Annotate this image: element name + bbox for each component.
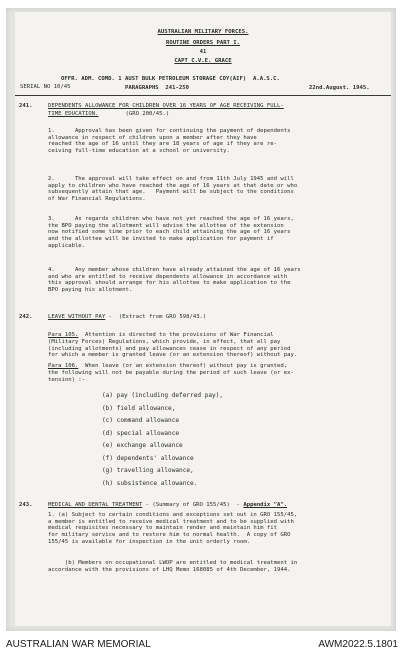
para-242-title: LEAVE WITHOUT PAY - (Extract from GRO 598/43.) (48, 314, 207, 320)
header-number: 41 (199, 49, 207, 55)
list-item: (g) travelling allowance, (102, 467, 194, 474)
list-item: (h) subsistence allowance. (102, 479, 198, 487)
list-item: (c) command allowance (102, 417, 180, 424)
routine-orders-page (15, 12, 391, 626)
list-item: (e) exchange allowance (102, 442, 183, 449)
para-241-section-4: 4. Any member whose children have already attained the age of 16 years and who are entitled to receive dependents allowance in accordance with this approval should arrange for his allottee to make application to the BPO paying his allotment. (48, 267, 301, 294)
para-106-body: the following will not be payable during the period of such leave (or ex- tension) :- (48, 370, 294, 383)
serial-number: SERIAL NO 10/45 (20, 84, 71, 90)
footer-accession-number: AWM2022.5.1801 (318, 639, 398, 650)
para-243-section-b: (b) Members on occupational LWOP are entitled to medical treatment in accordance with the provisions of LHQ Memo 168085 of 4th December, 1944. (48, 560, 298, 573)
unit-line: OFFR. ADM. COMD. 1 AUST BULK PETROLEUM STORAGE COY(AIF) A.A.S.C. (61, 76, 280, 82)
document-sheet (6, 8, 396, 631)
para-242-number: 242. (19, 314, 33, 320)
para-105-body: (Military Forces) Regulations, which provide, in effect, that all pay (including allotments) and pay allowances cease in respect of any period for which a member is granted leave (or an extension thereof) without pay. (48, 339, 298, 359)
para-241-section-2: 2. The approval will take effect on and from 11th July 1945 and will apply to children who have reached the age of 16 years at that date or who subsequently attain that age. Payment will be subject to the conditions of War Financial Regulations. (48, 176, 298, 203)
list-item: (d) special allowance (102, 429, 180, 437)
footer-institution: AUSTRALIAN WAR MEMORIAL (6, 639, 151, 650)
order-date: 22nd.August. 1945. (309, 85, 370, 91)
para-241-section-1: 1. Approval has been given for continuing the payment of dependents allowance in respect of children upon a member after they have reached the age of 16 until they are 18 years of age if they are re- ceiving full-time education at a school or university. (48, 128, 291, 155)
list-item: (a) pay (including deferred pay), (102, 392, 224, 399)
para-241-title-1: DEPENDENTS ALLOWANCE FOR CHILDREN OVER 16 YEARS OF AGE RECEIVING FULL- (48, 103, 284, 109)
para-105-first-line: Para 105. Attention is directed to the provisions of War Financial (48, 332, 274, 338)
para-106-first-line: Para 106. When leave (or an extension thereof) without pay is granted, (48, 363, 288, 369)
header-signatory: CAPT C.V.E. GRACE (174, 58, 232, 64)
header-subtitle: ROUTINE ORDERS PART I. (165, 40, 241, 46)
para-243-title: MEDICAL AND DENTAL TREATMENT - (Summary of GRO 155/45) - Appendix "A". (48, 502, 288, 508)
list-item: (b) field allowance, (102, 404, 176, 412)
header-title: AUSTRALIAN MILITARY FORCES. (157, 29, 249, 35)
list-item: (f) dependents' allowance (102, 454, 194, 462)
para-243-section-a: 1. (a) Subject to certain conditions and exceptions set out in GRO 155/45, a member is entitled to receive medical treatment and to be supplied with medical requisites necessary to maintain render and maintain him fit for military service and to restore him to normal health. A copy of GRO 155/45 is available for inspection in the unit orderly room. (48, 512, 298, 545)
footer-bar (0, 636, 404, 653)
allowance-list (102, 392, 223, 492)
para-243-number: 243. (19, 502, 33, 508)
para-241-section-3: 3. As regards children who have not yet reached the age of 16 years, the BPO paying the allotment will advise the allottee of the extension now notified some time prior to each child attaining the age of 16 years and the allottee will be invited to make application for payment if applicable. (48, 216, 294, 249)
header-rule (15, 95, 391, 96)
para-241-number: 241. (19, 103, 33, 109)
paragraphs-line: PARAGRAPHS 241-250 (125, 85, 189, 91)
para-241-title-2: TIME EDUCATION. (GRO 200/45.) (48, 111, 170, 117)
